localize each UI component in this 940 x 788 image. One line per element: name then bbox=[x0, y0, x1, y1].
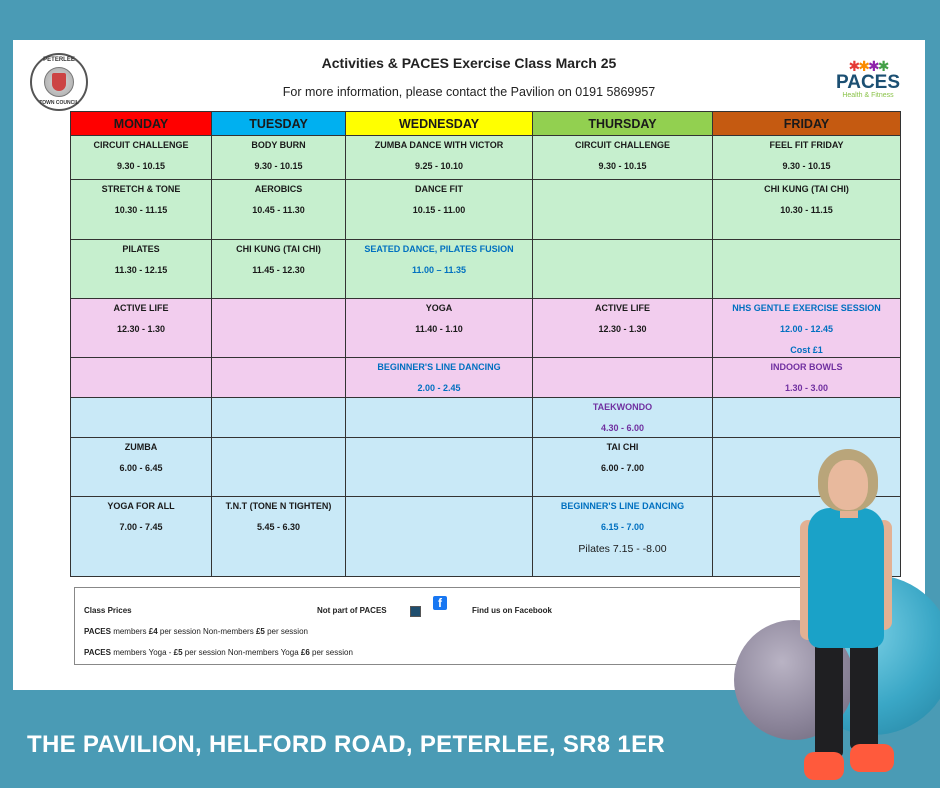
day-header-friday: FRIDAY bbox=[713, 112, 901, 136]
page-subtitle: For more information, please contact the Pavilion on 0191 5869957 bbox=[282, 85, 656, 99]
table-row bbox=[71, 299, 901, 358]
class-cell: ZUMBA 6.00 - 6.45 bbox=[71, 438, 212, 497]
class-cell: BEGINNER'S LINE DANCING 6.15 - 7.00 Pilates 7.15 - -8.00 bbox=[533, 497, 713, 577]
not-paces-swatch bbox=[410, 606, 421, 617]
seal-top-text: PETERLEE bbox=[43, 57, 75, 63]
empty-cell bbox=[346, 497, 533, 577]
table-row bbox=[71, 358, 901, 398]
instructor-photo bbox=[815, 640, 843, 758]
timetable-sheet bbox=[13, 40, 925, 690]
table-row bbox=[71, 497, 901, 577]
figures-icon: ✱✱✱✱ bbox=[848, 58, 888, 74]
class-cell: ACTIVE LIFE 12.30 - 1.30 bbox=[71, 299, 212, 358]
class-cell: STRETCH & TONE 10.30 - 11.15 bbox=[71, 180, 212, 240]
class-cell: SEATED DANCE, PILATES FUSION 11.00 – 11.35 bbox=[346, 240, 533, 299]
class-cell: CIRCUIT CHALLENGE 9.30 - 10.15 bbox=[71, 136, 212, 180]
instructor-shoe bbox=[804, 752, 844, 780]
class-cell: FEEL FIT FRIDAY 9.30 - 10.15 bbox=[713, 136, 901, 180]
class-cell: BODY BURN 9.30 - 10.15 bbox=[212, 136, 346, 180]
venue-address: THE PAVILION, HELFORD ROAD, PETERLEE, SR8 1ER bbox=[27, 731, 666, 758]
logo-tagline: Health & Fitness bbox=[842, 92, 894, 99]
class-cell: YOGA FOR ALL 7.00 - 7.45 bbox=[71, 497, 212, 577]
day-header-row bbox=[71, 112, 901, 136]
timetable bbox=[70, 111, 901, 577]
not-paces-label: Not part of PACES bbox=[317, 606, 387, 615]
facebook-label[interactable]: Find us on Facebook bbox=[472, 606, 553, 615]
class-cell: INDOOR BOWLS 1.30 - 3.00 bbox=[713, 358, 901, 398]
table-row bbox=[71, 240, 901, 299]
empty-cell bbox=[71, 358, 212, 398]
class-cell: DANCE FIT 10.15 - 11.00 bbox=[346, 180, 533, 240]
empty-cell bbox=[713, 398, 901, 438]
instructor-torso bbox=[808, 508, 884, 648]
table-row bbox=[71, 398, 901, 438]
paces-prices-line: PACES members £4 per session Non-members £5 per session bbox=[84, 627, 308, 636]
instructor-shoe bbox=[850, 744, 894, 772]
empty-cell bbox=[212, 299, 346, 358]
day-header-tuesday: TUESDAY bbox=[212, 112, 346, 136]
class-cell: BEGINNER'S LINE DANCING 2.00 - 2.45 bbox=[346, 358, 533, 398]
empty-cell bbox=[533, 358, 713, 398]
empty-cell bbox=[212, 358, 346, 398]
empty-cell bbox=[346, 398, 533, 438]
facebook-icon[interactable]: f bbox=[433, 596, 447, 610]
class-cell: PILATES 11.30 - 12.15 bbox=[71, 240, 212, 299]
class-cell: CIRCUIT CHALLENGE 9.30 - 10.15 bbox=[533, 136, 713, 180]
class-cell: ZUMBA DANCE WITH VICTOR 9.25 - 10.10 bbox=[346, 136, 533, 180]
day-header-thursday: THURSDAY bbox=[533, 112, 713, 136]
table-row bbox=[71, 136, 901, 180]
day-header-wednesday: WEDNESDAY bbox=[346, 112, 533, 136]
instructor-face bbox=[828, 460, 868, 510]
instructor-leg bbox=[850, 640, 878, 750]
class-cell: T.N.T (TONE N TIGHTEN) 5.45 - 6.30 bbox=[212, 497, 346, 577]
paces-logo bbox=[833, 58, 903, 106]
class-cell: YOGA 11.40 - 1.10 bbox=[346, 299, 533, 358]
empty-cell bbox=[713, 240, 901, 299]
class-cell: ACTIVE LIFE 12.30 - 1.30 bbox=[533, 299, 713, 358]
class-cell: CHI KUNG (TAI CHI) 11.45 - 12.30 bbox=[212, 240, 346, 299]
page-title: Activities & PACES Exercise Class March 25 bbox=[321, 55, 617, 71]
empty-cell bbox=[71, 398, 212, 438]
class-prices-label: Class Prices bbox=[84, 606, 132, 615]
class-cell: TAI CHI 6.00 - 7.00 bbox=[533, 438, 713, 497]
class-cell: TAEKWONDO 4.30 - 6.00 bbox=[533, 398, 713, 438]
table-row bbox=[71, 180, 901, 240]
empty-cell bbox=[212, 438, 346, 497]
empty-cell bbox=[212, 398, 346, 438]
table-row bbox=[71, 438, 901, 497]
empty-cell bbox=[533, 240, 713, 299]
day-header-monday: MONDAY bbox=[71, 112, 212, 136]
empty-cell bbox=[533, 180, 713, 240]
yoga-prices-line: PACES members Yoga - £5 per session Non-members Yoga £6 per session bbox=[84, 648, 353, 657]
class-cell: NHS GENTLE EXERCISE SESSION 12.00 - 12.45 Cost £1 bbox=[713, 299, 901, 358]
seal-bottom-text: TOWN COUNCIL bbox=[39, 100, 79, 106]
empty-cell bbox=[346, 438, 533, 497]
class-cell: CHI KUNG (TAI CHI) 10.30 - 11.15 bbox=[713, 180, 901, 240]
class-cell: AEROBICS 10.45 - 11.30 bbox=[212, 180, 346, 240]
logo-word: PACES bbox=[835, 72, 901, 93]
